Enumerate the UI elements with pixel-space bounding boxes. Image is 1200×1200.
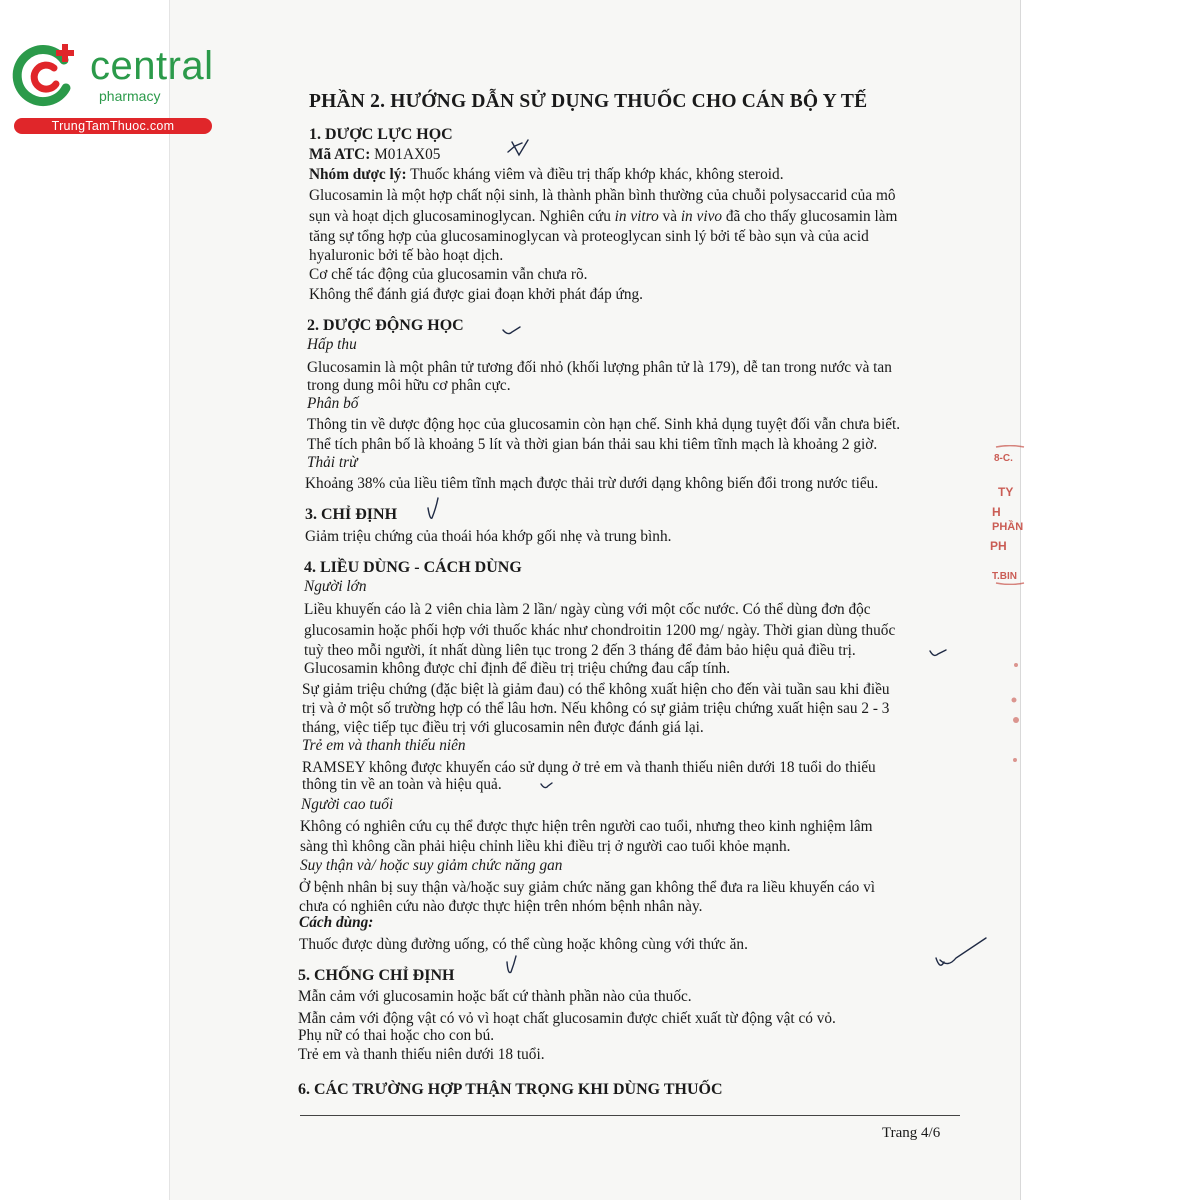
logo-website-bar[interactable]: TrungTamThuoc.com — [14, 118, 212, 134]
paragraph-line — [309, 208, 897, 226]
subsection-title: Người cao tuổi — [301, 796, 394, 813]
logo-subtitle: pharmacy — [99, 88, 161, 104]
paragraph-line: Thuốc được dùng đường uống, có thể cùng hoặc không cùng với thức ăn. — [299, 936, 748, 953]
text-run: sụn và hoạt dịch glucosaminoglycan. Nghiên cứu — [309, 208, 615, 225]
section-3-heading: 3. CHỈ ĐỊNH — [305, 506, 398, 523]
section-5-heading: 5. CHỐNG CHỈ ĐỊNH — [298, 967, 455, 984]
subsection-title: Phân bố — [307, 395, 359, 412]
subsection-title: Thải trừ — [307, 454, 358, 471]
paragraph-line: trong dung môi hữu cơ phân cực. — [307, 377, 511, 394]
stamp-text: 8-C. — [994, 453, 1013, 464]
section-2-heading: 2. DƯỢC ĐỘNG HỌC — [307, 317, 464, 334]
paragraph-line: RAMSEY không được khuyến cáo sử dụng ở trẻ em và thanh thiếu niên dưới 18 tuổi do thiếu — [302, 759, 876, 776]
paragraph-line: glucosamin hoặc phối hợp với thuốc khác như chondroitin 1200 mg/ ngày. Thời gian dùng thuốc — [304, 622, 896, 639]
subsection-title: Cách dùng: — [299, 914, 374, 931]
paragraph-line: Cơ chế tác động của glucosamin vẫn chưa rõ. — [309, 266, 588, 283]
paragraph-line: Phụ nữ có thai hoặc cho con bú. — [298, 1027, 495, 1044]
red-stamp-fragment — [988, 445, 1028, 585]
paragraph-line: Không thể đánh giá được giai đoạn khởi phát đáp ứng. — [309, 286, 643, 303]
paragraph-line: Thông tin về dược động học của glucosamin còn hạn chế. Sinh khả dụng tuyệt đối vẫn chưa biết. — [307, 416, 901, 433]
section-6-heading: 6. CÁC TRƯỜNG HỢP THẬN TRỌNG KHI DÙNG THUỐC — [298, 1081, 723, 1098]
page-number: Trang 4/6 — [882, 1125, 941, 1141]
paragraph-line: thông tin về an toàn và hiệu quả. — [302, 776, 502, 793]
atc-label: Mã ATC: — [309, 146, 371, 163]
subsection-title: Hấp thu — [307, 336, 357, 353]
pharmacologic-group-line — [309, 166, 784, 184]
paragraph-line: Thể tích phân bố là khoảng 5 lít và thời gian bán thải sau khi tiêm tĩnh mạch là khoảng 2 giờ. — [307, 436, 878, 453]
atc-line — [309, 146, 440, 164]
paragraph-line: sàng thì không cần phải hiệu chỉnh liều khi điều trị ở người cao tuổi khỏe mạnh. — [300, 838, 791, 855]
stamp-text: T.BIN — [992, 571, 1017, 582]
text-run: in vitro — [614, 208, 659, 225]
atc-value: M01AX05 — [370, 146, 441, 163]
logo-name: central — [90, 44, 214, 88]
subsection-title: Suy thận và/ hoặc suy giảm chức năng gan — [300, 857, 563, 874]
paragraph-line: trị và ở một số trường hợp có thể lâu hơn. Nếu không có sự giảm triệu chứng xuất hiện sau 2 - 3 — [302, 700, 890, 717]
section-4-heading: 4. LIỀU DÙNG - CÁCH DÙNG — [304, 559, 522, 576]
stamp-text: PHẦN — [992, 521, 1024, 533]
paragraph-line: Ở bệnh nhân bị suy thận và/hoặc suy giảm chức năng gan không thể đưa ra liều khuyến cáo vì — [299, 879, 876, 896]
subsection-title: Trẻ em và thanh thiếu niên — [302, 737, 466, 754]
paragraph-line: Liều khuyến cáo là 2 viên chia làm 2 lần/ ngày cùng với một cốc nước. Có thể dùng đơn độc — [304, 601, 871, 618]
text-run: đã cho thấy glucosamin làm — [722, 208, 898, 225]
text-run: in vivo — [680, 208, 723, 225]
paragraph-line: Khoảng 38% của liều tiêm tĩnh mạch được thải trừ dưới dạng không biến đổi trong nước tiểu. — [305, 475, 879, 492]
paragraph-line: Mẫn cảm với động vật có vỏ vì hoạt chất glucosamin được chiết xuất từ động vật có vỏ. — [298, 1010, 836, 1027]
page-title: PHẦN 2. HƯỚNG DẪN SỬ DỤNG THUỐC CHO CÁN BỘ Y TẾ — [309, 91, 868, 112]
paragraph-line: hyaluronic bởi tế bào hoạt dịch. — [309, 247, 504, 264]
section-1-heading: 1. DƯỢC LỰC HỌC — [309, 126, 453, 143]
stamp-text: TY — [998, 485, 1014, 499]
paragraph-line: Mẫn cảm với glucosamin hoặc bất cứ thành phần nào của thuốc. — [298, 988, 692, 1005]
stamp-text: PH — [990, 539, 1007, 553]
paragraph-line: tăng sự tổng hợp của glucosaminoglycan và proteoglycan sinh lý bởi tế bào sụn và của acid — [309, 228, 869, 245]
footer-divider — [300, 1115, 960, 1116]
paragraph-line: tháng, việc tiếp tục điều trị với glucosamin nên được đánh giá lại. — [302, 719, 704, 736]
paragraph-line: Glucosamin là một phân tử tương đối nhỏ (khối lượng phân tử là 179), dễ tan trong nước và tan — [307, 359, 892, 376]
paragraph-line: tuỳ theo mỗi người, ít nhất dùng liên tục trong 2 đến 3 tháng để đảm bảo hiệu quả điều trị. — [304, 642, 856, 659]
subsection-title: Người lớn — [304, 578, 367, 595]
stamp-text: H — [992, 505, 1001, 519]
paragraph-line: Glucosamin là một hợp chất nội sinh, là thành phần bình thường của chuỗi polysaccarid của mô — [309, 187, 896, 204]
paragraph-line: Giảm triệu chứng của thoái hóa khớp gối nhẹ và trung bình. — [305, 528, 672, 545]
paragraph-line: Glucosamin không được chỉ định để điều trị triệu chứng đau cấp tính. — [304, 660, 731, 677]
group-label: Nhóm dược lý: — [309, 166, 407, 183]
paragraph-line: Không có nghiên cứu cụ thể được thực hiện trên người cao tuổi, nhưng theo kinh nghiệm lâm — [300, 818, 873, 835]
group-value: Thuốc kháng viêm và điều trị thấp khớp khác, không steroid. — [406, 166, 784, 183]
paragraph-line: Trẻ em và thanh thiếu niên dưới 18 tuổi. — [298, 1046, 545, 1063]
text-run: và — [658, 208, 681, 225]
paragraph-line: Sự giảm triệu chứng (đặc biệt là giảm đau) có thể không xuất hiện cho đến vài tuần sau khi điều — [302, 681, 890, 698]
paragraph-line: chưa có nghiên cứu nào được thực hiện trên nhóm bệnh nhân này. — [299, 898, 703, 915]
